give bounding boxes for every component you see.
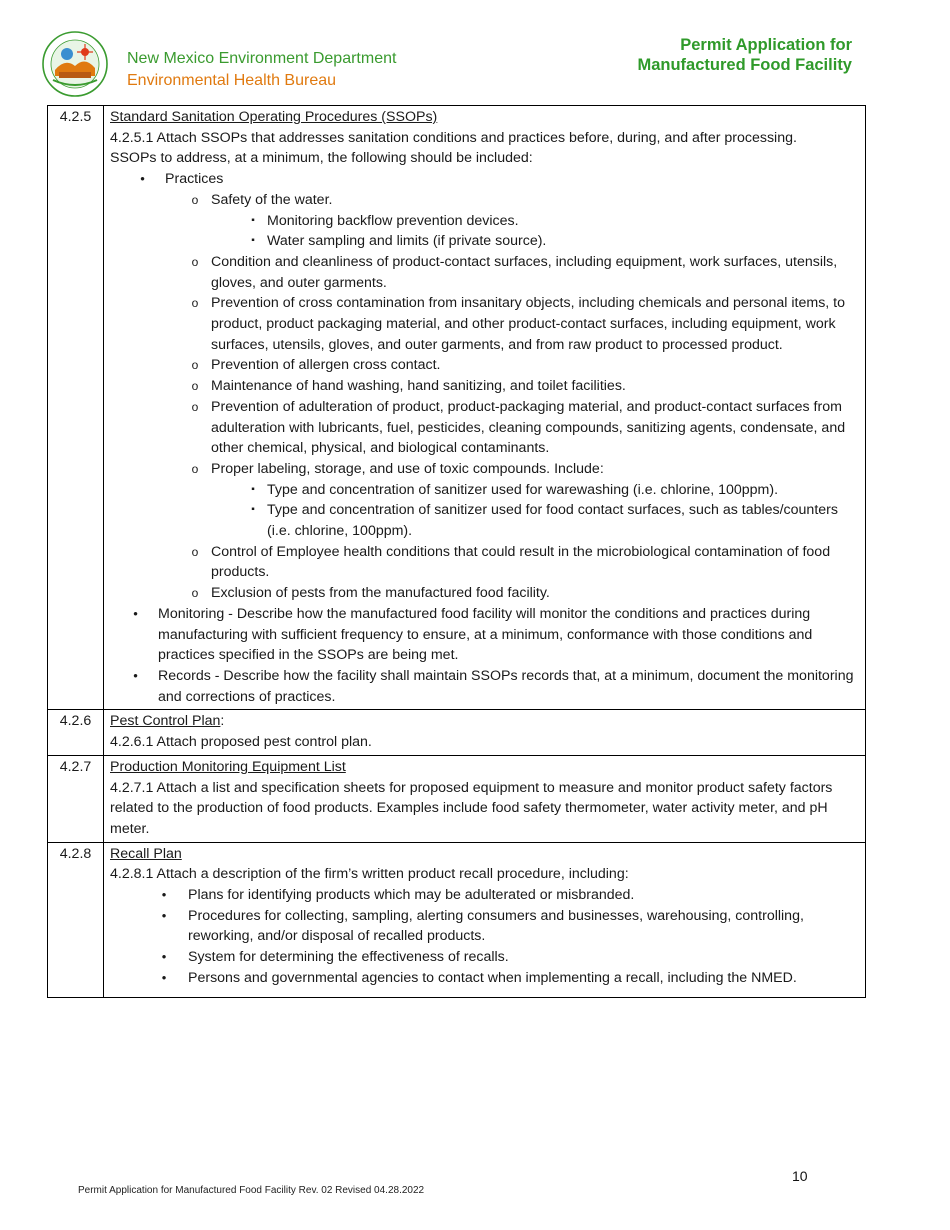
list-item: • System for determining the effectiveness of recalls.: [110, 947, 859, 968]
bullet-icon: ▪: [251, 214, 255, 226]
bullet-icon: o: [191, 544, 199, 559]
list-item: o Maintenance of hand washing, hand sanitizing, and toilet facilities.: [110, 376, 859, 397]
bullet-icon: o: [191, 379, 199, 394]
bullet-icon: •: [161, 949, 167, 965]
section-number: 4.2.5: [48, 106, 104, 710]
section-content: [104, 842, 866, 997]
bullet-icon: •: [133, 605, 138, 621]
footer-text: Permit Application for Manufactured Food Facility Rev. 02 Revised 04.28.2022: [78, 1185, 425, 1196]
section-heading: Standard Sanitation Operating Procedures (SSOPs): [110, 109, 438, 125]
list-item: • Plans for identifying products which may be adulterated or misbranded.: [110, 885, 859, 906]
section-number: 4.2.8: [48, 842, 104, 997]
list-item: ▪ Monitoring backflow prevention devices.: [110, 211, 859, 232]
list-item: ▪ Type and concentration of sanitizer used for warewashing (i.e. chlorine, 100ppm).: [110, 480, 859, 501]
bullet-icon: o: [191, 586, 199, 601]
list-item: o Condition and cleanliness of product-contact surfaces, including equipment, work surfaces, utensils, gloves, and outer garments.: [110, 252, 859, 293]
bullet-icon: ▪: [251, 235, 255, 247]
table-row: [48, 710, 866, 755]
section-heading: Pest Control Plan: [110, 713, 221, 730]
section-content: [104, 755, 866, 842]
page-header: [0, 0, 950, 100]
list-item: o Proper labeling, storage, and use of toxic compounds. Include:: [110, 459, 859, 480]
list-item: • Practices: [110, 169, 859, 190]
section-content: [104, 710, 866, 755]
table-row: [48, 106, 866, 710]
section-content: [104, 106, 866, 710]
list-item: • Monitoring - Describe how the manufactured food facility will monitor the conditions and practices during manufacturing with sufficient frequency to ensure, at a minimum, conformance with those conditions and practices specified in the SSOPs are being met.: [110, 604, 859, 666]
department-line2: Environmental Health Bureau: [127, 72, 337, 89]
list-item: o Prevention of allergen cross contact.: [110, 355, 859, 376]
department-name: [127, 48, 396, 92]
list-item: ▪ Water sampling and limits (if private source).: [110, 231, 859, 252]
bullet-icon: o: [191, 461, 199, 476]
page-number: 10: [792, 1168, 808, 1184]
bullet-icon: o: [191, 192, 199, 207]
section-number: 4.2.6: [48, 710, 104, 755]
bullet-icon: o: [191, 399, 199, 414]
bullet-icon: •: [161, 887, 167, 903]
section-text: 4.2.7.1 Attach a list and specification sheets for proposed equipment to measure and monitor product safety factors related to the production of food products. Examples include food safety thermometer, water activity meter, and pH meter.: [110, 779, 833, 837]
bullet-icon: ▪: [251, 504, 255, 516]
list-item: o Exclusion of pests from the manufactured food facility.: [110, 583, 859, 604]
section-intro: SSOPs to address, at a minimum, the following should be included:: [110, 150, 533, 167]
bullet-icon: o: [191, 296, 199, 311]
document-title-line2: Manufactured Food Facility: [637, 56, 852, 74]
section-heading: Recall Plan: [110, 845, 182, 862]
requirements-table: [47, 105, 866, 998]
section-number: 4.2.7: [48, 755, 104, 842]
section-heading: Production Monitoring Equipment List: [110, 758, 346, 775]
table-row: [48, 842, 866, 997]
table-row: [48, 755, 866, 842]
section-intro: 4.2.5.1 Attach SSOPs that addresses sanitation conditions and practices before, during, and after processing.: [110, 129, 797, 146]
document-title-line1: Permit Application for: [680, 36, 852, 54]
heading-colon: :: [220, 713, 225, 730]
list-item: • Procedures for collecting, sampling, alerting consumers and businesses, warehousing, controlling, reworking, and/or disposal of recalled products.: [110, 906, 859, 947]
section-text: 4.2.6.1 Attach proposed pest control plan.: [110, 734, 372, 751]
list-item: ▪ Type and concentration of sanitizer used for food contact surfaces, such as tables/counters (i.e. chlorine, 100ppm).: [110, 500, 859, 541]
bullet-icon: •: [161, 969, 167, 985]
bullet-icon: •: [140, 171, 145, 187]
list-item: • Records - Describe how the facility shall maintain SSOPs records that, at a minimum, document the monitoring and corrections of practices.: [110, 666, 859, 707]
bullet-icon: •: [161, 907, 167, 923]
list-item: • Persons and governmental agencies to contact when implementing a recall, including the NMED.: [110, 968, 859, 989]
section-text: 4.2.8.1 Attach a description of the firm’s written product recall procedure, including:: [110, 866, 629, 883]
bullet-icon: o: [191, 254, 199, 269]
list-item: o Prevention of adulteration of product, product-packaging material, and product-contact surfaces from adulteration with lubricants, fuel, pesticides, cleaning compounds, sanitizing agents, condensate, and other chemical, physical, and biological contaminants.: [110, 397, 859, 459]
bullet-icon: ▪: [251, 483, 255, 495]
bullet-icon: •: [133, 667, 138, 683]
list-item: o Safety of the water.: [110, 190, 859, 211]
nmed-seal-icon: [41, 30, 109, 98]
bullet-icon: o: [191, 358, 199, 373]
department-line1: New Mexico Environment Department: [127, 50, 397, 67]
list-item: o Control of Employee health conditions that could result in the microbiological contamination of food products.: [110, 542, 859, 583]
document-title: [637, 35, 852, 75]
list-item: o Prevention of cross contamination from insanitary objects, including chemicals and personal items, to product, product packaging material, and other product-contact surfaces, including equipment, work surfaces, utensils, gloves, and outer garments, and from raw product to processed product.: [110, 293, 859, 355]
